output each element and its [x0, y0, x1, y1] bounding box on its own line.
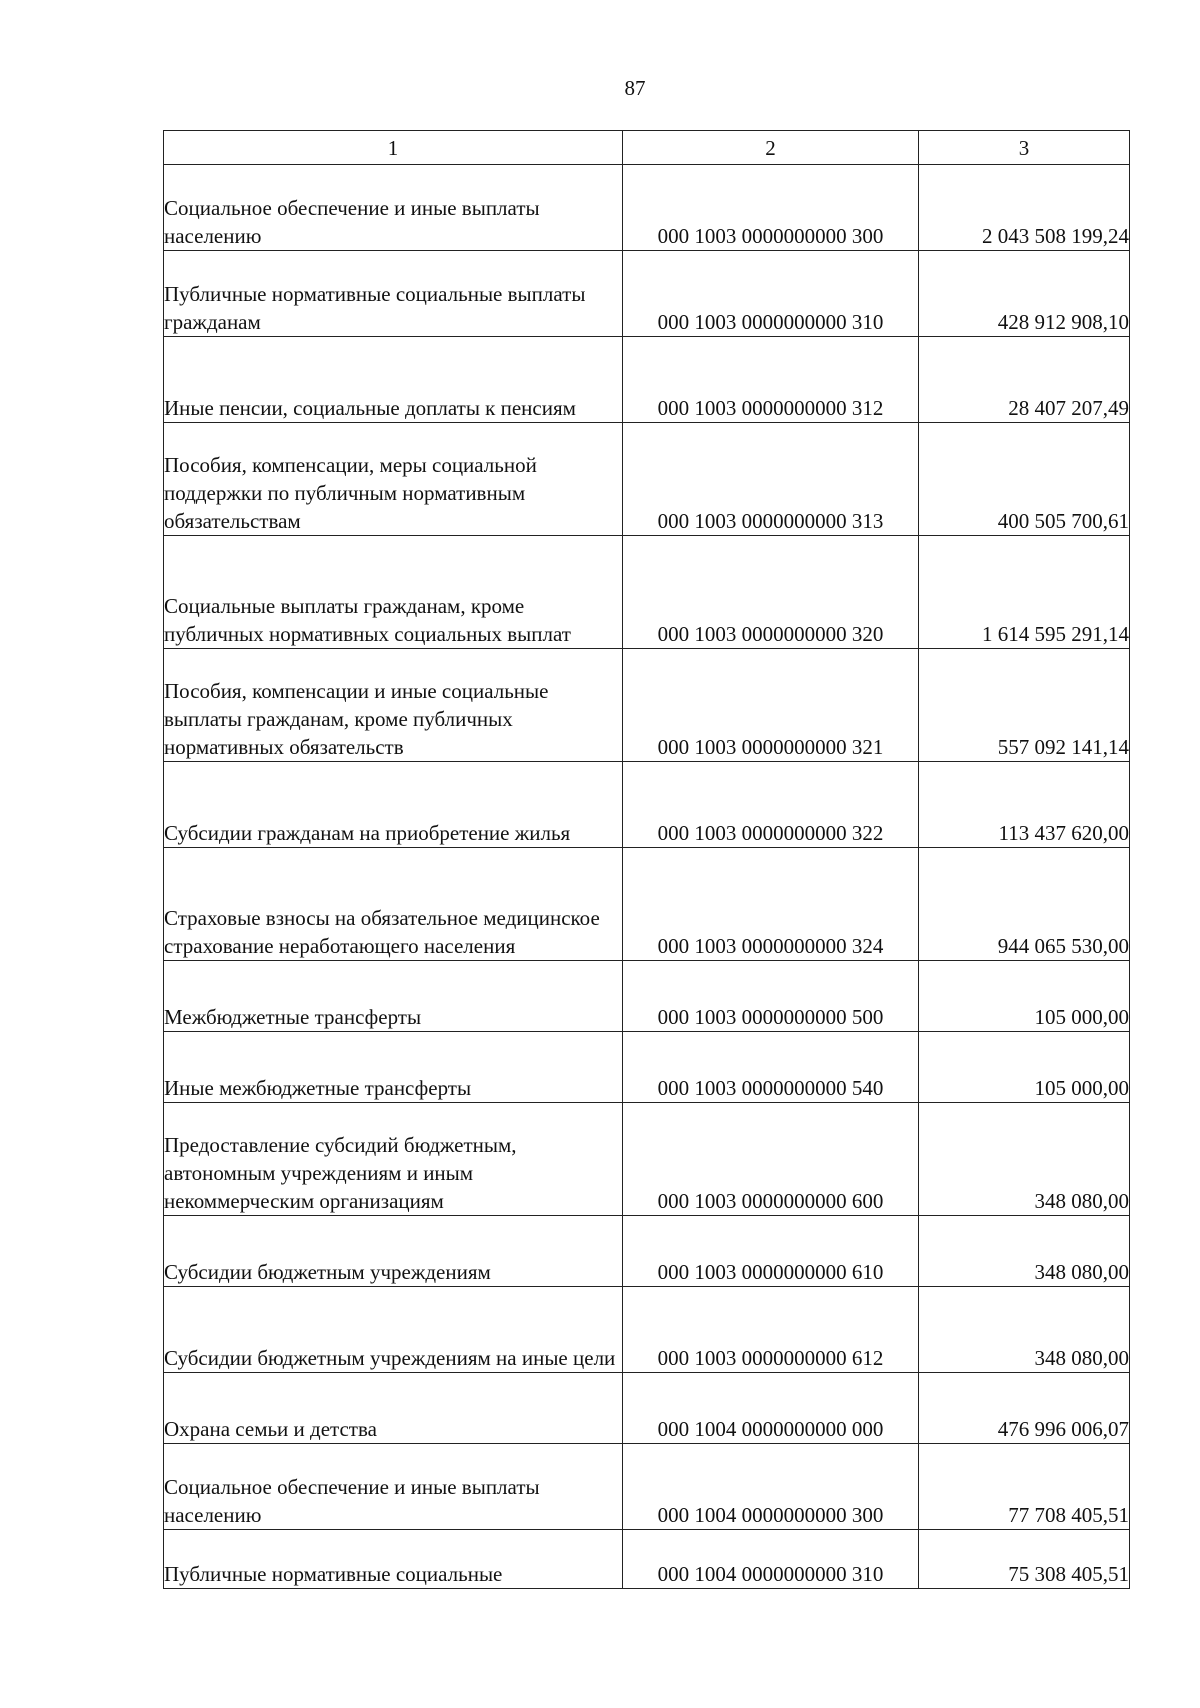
row-name: Страховые взносы на обязательное медицинское страхование неработающего населения [164, 848, 623, 961]
row-name: Публичные нормативные социальные выплаты гражданам [164, 251, 623, 337]
row-name: Предоставление субсидий бюджетным, автономным учреждениям и иным некоммерческим организациям [164, 1103, 623, 1216]
table-row [164, 1530, 1130, 1589]
table-body [164, 165, 1130, 1589]
column-header-2: 2 [623, 131, 919, 165]
row-amount: 28 407 207,49 [919, 337, 1130, 423]
row-code: 000 1003 0000000000 300 [623, 165, 919, 251]
row-code: 000 1003 0000000000 313 [623, 423, 919, 536]
row-amount: 557 092 141,14 [919, 649, 1130, 762]
row-code: 000 1004 0000000000 310 [623, 1530, 919, 1589]
row-name: Публичные нормативные социальные [164, 1530, 623, 1589]
row-code: 000 1004 0000000000 000 [623, 1373, 919, 1444]
row-code: 000 1003 0000000000 322 [623, 762, 919, 848]
budget-table [163, 130, 1130, 1589]
row-name: Субсидии гражданам на приобретение жилья [164, 762, 623, 848]
row-name: Субсидии бюджетным учреждениям [164, 1216, 623, 1287]
page-number: 87 [624, 76, 646, 100]
table-row [164, 649, 1130, 762]
column-header-3: 3 [919, 131, 1130, 165]
row-amount: 348 080,00 [919, 1287, 1130, 1373]
table-row [164, 1287, 1130, 1373]
row-code: 000 1004 0000000000 300 [623, 1444, 919, 1530]
table-row [164, 1032, 1130, 1103]
table-row [164, 423, 1130, 536]
row-name: Межбюджетные трансферты [164, 961, 623, 1032]
row-amount: 75 308 405,51 [919, 1530, 1130, 1589]
row-name: Иные пенсии, социальные доплаты к пенсиям [164, 337, 623, 423]
header-row [164, 131, 1130, 165]
row-amount: 400 505 700,61 [919, 423, 1130, 536]
row-amount: 944 065 530,00 [919, 848, 1130, 961]
table-row [164, 337, 1130, 423]
row-amount: 476 996 006,07 [919, 1373, 1130, 1444]
row-code: 000 1003 0000000000 324 [623, 848, 919, 961]
table-row [164, 1373, 1130, 1444]
table-row [164, 1103, 1130, 1216]
row-amount: 105 000,00 [919, 1032, 1130, 1103]
table-row [164, 1444, 1130, 1530]
table-row [164, 848, 1130, 961]
row-code: 000 1003 0000000000 540 [623, 1032, 919, 1103]
row-amount: 105 000,00 [919, 961, 1130, 1032]
table-row [164, 762, 1130, 848]
column-header-1: 1 [164, 131, 623, 165]
row-amount: 113 437 620,00 [919, 762, 1130, 848]
table-row [164, 1216, 1130, 1287]
row-code: 000 1003 0000000000 310 [623, 251, 919, 337]
row-amount: 348 080,00 [919, 1216, 1130, 1287]
row-code: 000 1003 0000000000 500 [623, 961, 919, 1032]
row-name: Пособия, компенсации и иные социальные выплаты гражданам, кроме публичных нормативных обязательств [164, 649, 623, 762]
row-amount: 2 043 508 199,24 [919, 165, 1130, 251]
table-row [164, 165, 1130, 251]
table-row [164, 536, 1130, 649]
row-code: 000 1003 0000000000 320 [623, 536, 919, 649]
row-name: Субсидии бюджетным учреждениям на иные цели [164, 1287, 623, 1373]
table-header [164, 131, 1130, 165]
row-amount: 77 708 405,51 [919, 1444, 1130, 1530]
row-name: Социальное обеспечение и иные выплаты населению [164, 165, 623, 251]
row-name: Пособия, компенсации, меры социальной поддержки по публичным нормативным обязательствам [164, 423, 623, 536]
row-code: 000 1003 0000000000 321 [623, 649, 919, 762]
row-amount: 1 614 595 291,14 [919, 536, 1130, 649]
row-name: Охрана семьи и детства [164, 1373, 623, 1444]
table-row [164, 961, 1130, 1032]
row-amount: 348 080,00 [919, 1103, 1130, 1216]
row-name: Социальное обеспечение и иные выплаты населению [164, 1444, 623, 1530]
row-code: 000 1003 0000000000 312 [623, 337, 919, 423]
row-code: 000 1003 0000000000 610 [623, 1216, 919, 1287]
table-row [164, 251, 1130, 337]
row-amount: 428 912 908,10 [919, 251, 1130, 337]
row-name: Иные межбюджетные трансферты [164, 1032, 623, 1103]
row-code: 000 1003 0000000000 612 [623, 1287, 919, 1373]
row-code: 000 1003 0000000000 600 [623, 1103, 919, 1216]
row-name: Социальные выплаты гражданам, кроме публичных нормативных социальных выплат [164, 536, 623, 649]
